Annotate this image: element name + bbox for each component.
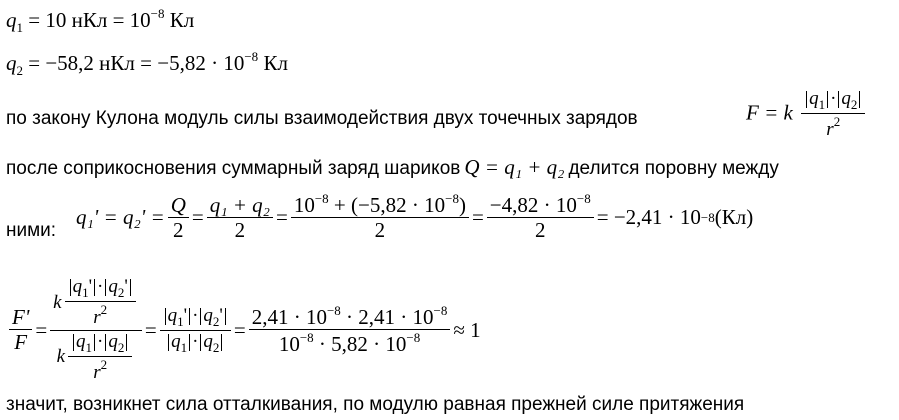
coulomb-law-formula: F = k $\frac{q_1 \cdot q_2}{r^2}$	[746, 88, 868, 142]
sum-charge-formula: Q = q₁ + q₂	[464, 155, 565, 179]
contact-sentence: после соприкосновения суммарный заряд шариков Q = q₁ + q₂ делится поровну между	[6, 155, 779, 179]
conclusion-text: значит, возникнет сила отталкивания, по модулю равная прежней силе притяжения	[6, 394, 745, 415]
ratio-big-fraction: k $\frac{q_1' \cdot q_2'}{r^2}$ k $\frac{q_1 \cdot q_2}{r^2}$	[50, 276, 142, 384]
split-label: ними:	[6, 220, 57, 241]
q1-equation: $q_1 = 10$ нКл = $10^{-8}$ Кл	[6, 6, 195, 35]
coulomb-law-text: по закону Кулона модуль силы взаимодействия двух точечных зарядов	[6, 108, 638, 129]
force-ratio-equation: $\frac{F'}{F}$ = k $\frac{q_1' \cdot q_2'}{r^2}$ k $\frac{q_1 \cdot q_2}{r^2}$ = $\frac{q_1' \cdot q_2'}{q_1 \cdot q_2}$ = $\frac{2,41 \cdot 10^{-8} \cdot 2,41 \cdot 10^{-8}}{10^{-8} \cdot 5,82 \cdot 10^{-8}}$ ≈ 1	[6, 276, 481, 384]
q1-symbol: q	[6, 8, 17, 32]
q2-symbol: q	[6, 51, 17, 75]
coulomb-fraction: $\frac{q_1 \cdot q_2}{r^2}$	[801, 88, 865, 142]
q2-equation: $q_2 = -58,2$ нКл = $-5,82 \cdot 10^{-8}$ Кл	[6, 49, 288, 78]
split-equation: q₁' = q₂' = $\frac{Q}{2}$ = $\frac{\text{q₁ + q₂}}{2}$ = $\frac{10^{-8} + (-5,82 \cdot 10^{-8})}{2}$ = $\frac{-4,82 \cdot 10^{-8}}{2}$ = −2,41 · 10 −8 (Кл)	[76, 191, 754, 243]
